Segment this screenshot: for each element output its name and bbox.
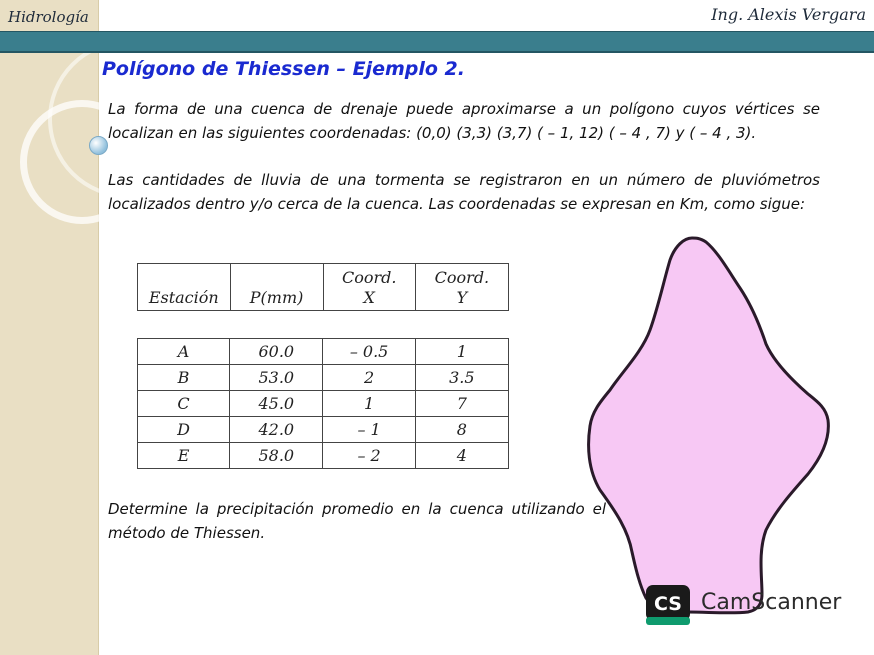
table-cell: 8	[415, 417, 508, 443]
table-cell: 1	[415, 339, 508, 365]
table-cell: D	[138, 417, 230, 443]
table-cell: 45.0	[230, 391, 323, 417]
camscanner-watermark: CamScanner	[701, 590, 842, 615]
table-cell: 2	[323, 365, 415, 391]
table-cell: E	[138, 443, 230, 469]
header-cell-coord-y: Coord. Y	[415, 264, 508, 311]
svg-text:CS: CS	[654, 593, 682, 615]
stations-table-header	[137, 263, 509, 311]
table-cell: 58.0	[230, 443, 323, 469]
table-row	[138, 339, 509, 365]
bullet-circle-icon	[89, 136, 108, 155]
table-cell: – 0.5	[323, 339, 415, 365]
stations-table	[137, 338, 509, 469]
header-cell-coord-x: Coord. X	[323, 264, 415, 311]
table-cell: 4	[415, 443, 508, 469]
table-cell: B	[138, 365, 230, 391]
table-cell: C	[138, 391, 230, 417]
table-cell: 1	[323, 391, 415, 417]
header-subject: Hidrología	[8, 8, 89, 26]
slide-title: Polígono de Thiessen – Ejemplo 2.	[102, 58, 465, 80]
table-cell: 3.5	[415, 365, 508, 391]
header-cell-station: Estación	[138, 264, 231, 311]
table-cell: 7	[415, 391, 508, 417]
table-row	[138, 417, 509, 443]
table-row	[138, 391, 509, 417]
table-cell: A	[138, 339, 230, 365]
table-cell: – 1	[323, 417, 415, 443]
basin-shape	[580, 230, 840, 625]
table-cell: 53.0	[230, 365, 323, 391]
header-cell-precipitation: P(mm)	[230, 264, 323, 311]
table-cell: 60.0	[230, 339, 323, 365]
camscanner-logo-icon	[646, 585, 690, 625]
table-cell: – 2	[323, 443, 415, 469]
task-question: Determine la precipitación promedio en la cuenca utilizando el método de Thiessen.	[108, 500, 606, 542]
basin-outline	[589, 238, 829, 613]
table-row	[138, 365, 509, 391]
table-cell: 42.0	[230, 417, 323, 443]
rainfall-description: Las cantidades de lluvia de una tormenta se registraron en un número de pluviómetros localizados dentro y/o cerca de la cuenca. Las coordenadas se expresan en Km, como sigue:	[108, 171, 820, 213]
table-row	[138, 443, 509, 469]
left-decorative-strip	[0, 0, 99, 655]
header-band	[0, 31, 874, 53]
header-author: Ing. Alexis Vergara	[711, 5, 866, 24]
problem-statement: La forma de una cuenca de drenaje puede aproximarse a un polígono cuyos vértices se localizan en las siguientes coordenadas: (0,0) (3,3) (3,7) ( – 1, 12) ( – 4 , 7) y ( – 4 , 3).	[108, 100, 820, 142]
